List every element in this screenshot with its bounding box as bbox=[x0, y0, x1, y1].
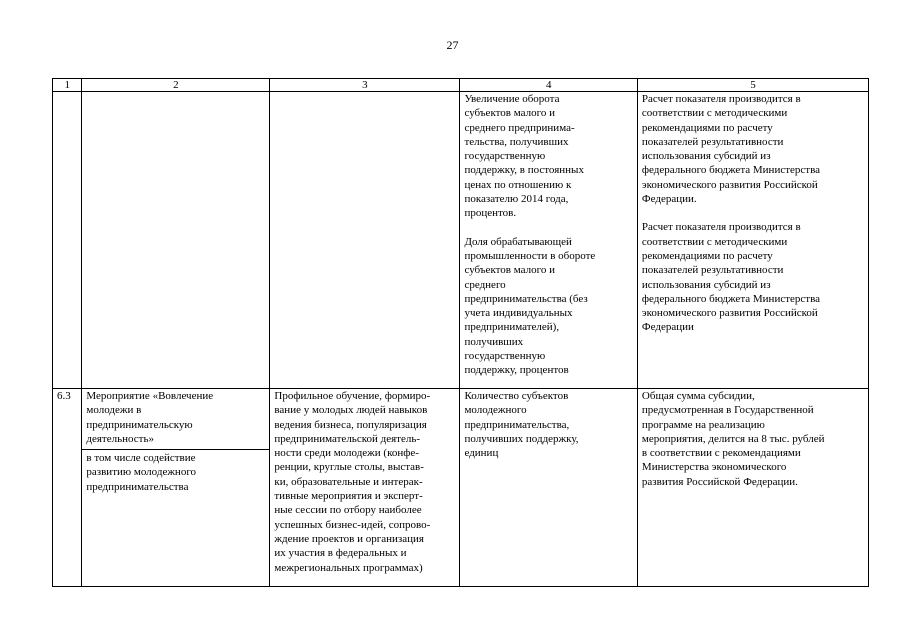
table-header-row bbox=[53, 79, 869, 92]
activity-description: Профильное обучение, формиро- вание у молодых людей навыков ведения бизнеса, популяризация предпринимательской деятель- ности среди молодежи (конфе- ренции, круглые столы, выстав- ки, образовательные и интерак- тивные мероприятия и эксперт- ные сессии по отбору наиболее успешных бизнес-идей, сопрово- ждение проектов и организация их участия в федеральных и межрегиональных программах) bbox=[274, 390, 431, 574]
table-row-continuation bbox=[53, 92, 869, 389]
cell-number: 6.3 bbox=[53, 389, 82, 587]
indicator-manufacturing-share: Доля обрабатывающей промышленности в обороте субъектов малого и среднего предпринимательства (без учета индивидуальных предпринимателей), получивших государственную поддержку, процентов bbox=[464, 235, 596, 377]
calculation-note-2: Расчет показателя производится в соответствии с методическими рекомендациями по расчету показателей результативности использования субсидий из федерального бюджета Министерства экономического развития Российской Федерации bbox=[641, 221, 821, 334]
table-row-6-3 bbox=[53, 389, 869, 587]
cell-calculation bbox=[637, 92, 868, 389]
cell-indicators bbox=[460, 92, 637, 389]
cell-number bbox=[53, 92, 82, 389]
column-header-3: 3 bbox=[270, 79, 460, 92]
page-number: 27 bbox=[446, 38, 459, 52]
cell-calculation bbox=[637, 389, 868, 587]
indicator-turnover-growth: Увеличение оборота субъектов малого и среднего предпринима- тельства, получивших государственную поддержку, в постоянных ценах по отношению к показателю 2014 года, процентов. bbox=[464, 93, 584, 220]
cell-description bbox=[270, 92, 460, 389]
indicator-youth-entities: Количество субъектов молодежного предпринимательства, получивших поддержку, единиц bbox=[464, 390, 579, 460]
calculation-note-1: Расчет показателя производится в соответствии с методическими рекомендациями по расчету показателей результативности использования субсидий из федерального бюджета Министерства экономического развития Российской Федерации. bbox=[641, 93, 821, 206]
column-header-1: 1 bbox=[53, 79, 82, 92]
cell-indicators bbox=[460, 389, 637, 587]
column-header-5: 5 bbox=[637, 79, 868, 92]
cell-description bbox=[270, 389, 460, 587]
column-header-4: 4 bbox=[460, 79, 637, 92]
column-header-2: 2 bbox=[82, 79, 270, 92]
activity-title: Мероприятие «Вовлечение молодежи в предпринимательскую деятельность» bbox=[86, 390, 214, 445]
cell-activity bbox=[82, 92, 270, 389]
activity-subitem: в том числе содействие развитию молодежного предпринимательства bbox=[82, 449, 269, 494]
calculation-note-subsidy: Общая сумма субсидии, предусмотренная в Государственной программе на реализацию мероприятия, делится на 8 тыс. рублей в соответствии с рекомендациями Министерства экономического развития Российской Федерации. bbox=[641, 390, 825, 488]
indicator-table bbox=[52, 78, 869, 587]
cell-activity bbox=[82, 389, 270, 587]
